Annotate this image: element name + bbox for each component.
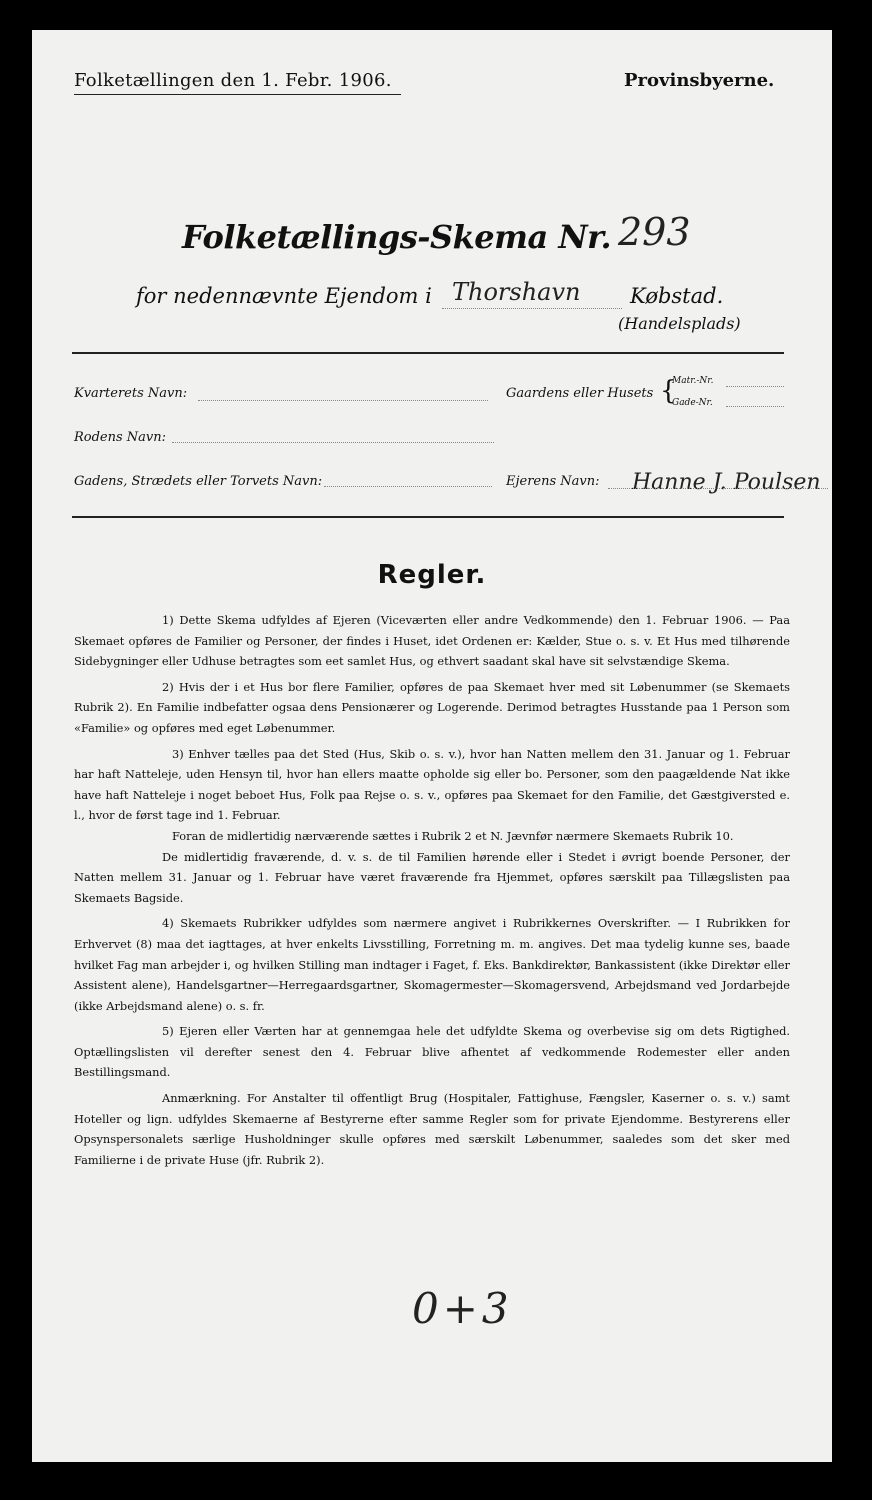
owner-name-label: Ejerens Navn: [506, 474, 600, 489]
matr-nr-label: Matr.-Nr. [672, 376, 714, 386]
town-name-line [442, 308, 622, 309]
rules-remark: Anmærkning. For Anstalter til offentligt Brug (Hospitaler, Fattighuse, Fængsler, Kaserner o. s. v.) samt Hoteller og lign. udfyldes Skemaerne af Bestyrerne efter samme Regler som for private Ejendomme. Bestyrerens eller Opsynspersonalets særlige Husholdninger skulle opføres med særskilt Løbenummer, saaledes som det sker med Familierne i de private Huse (jfr. Rubrik 2). [74, 1091, 790, 1167]
gade-nr-label: Gade-Nr. [672, 398, 713, 408]
street-name-line [324, 486, 492, 487]
rule-1: 1) Dette Skema udfyldes af Ejeren (Viceværten eller andre Vedkommende) den 1. Februar 1906. — Paa Skemaet opføres de Familier og Personer, der findes i Huset, idet Ordenen er: Kælder, Stue o. s. v. Et Hus med tilhørende Sidebygninger eller Udhuse betragtes som eet samlet Hus, og ethvert saadant skal have sit selvstændige Skema. [74, 613, 790, 669]
subtitle-prefix: for nedennævnte Ejendom i [136, 284, 432, 308]
header-underline [74, 94, 401, 95]
form-title: Folketællings-Skema Nr. [182, 218, 612, 256]
top-divider [72, 352, 784, 354]
rule-3-present: Foran de midlertidig nærværende sættes i Rubrik 2 et N. Jævnfør nærmere Skemaets Rubrik 10. [172, 828, 734, 843]
rules-heading: Regler. [377, 560, 487, 590]
region-header: Provinsbyerne. [624, 70, 775, 91]
rode-name-line [172, 442, 494, 443]
census-form-page [32, 30, 832, 1462]
town-name-handwritten: Thorshavn [452, 278, 581, 306]
gade-nr-line [726, 406, 784, 407]
handwritten-annotation: 0+3 [412, 1284, 513, 1333]
owner-name-line [608, 488, 828, 489]
brace-symbol: { [660, 376, 677, 406]
rules-text [74, 610, 790, 1175]
rule-3-absent: De midlertidig fraværende, d. v. s. de til Familien hørende eller i Stedet i øvrigt boende Personer, der Natten mellem 31. Januar og 1. Februar have været fraværende fra Hjemmet, opføres særskilt paa Tillægslisten paa Skemaets Bagside. [74, 849, 790, 905]
quarter-name-line [198, 400, 488, 401]
form-number-handwritten: 293 [618, 210, 691, 254]
rule-2: 2) Hvis der i et Hus bor flere Familier, opføres de paa Skemaet hver med sit Løbenummer (se Skemaets Rubrik 2). En Familie indbefatter ogsaa dens Pensionærer og Logerende. Derimod betragtes Husstande paa 1 Person som «Familie» og opføres med eget Løbenummer. [74, 679, 790, 735]
subtitle-alternative: (Handelsplads) [618, 314, 741, 333]
rule-5: 5) Ejeren eller Værten har at gennemgaa hele det udfyldte Skema og overbevise sig om dets Rigtighed. Optællingslisten vil derefter senest den 4. Februar blive afhentet af vedkommende Rodemester eller anden Bestillingsmand. [74, 1024, 790, 1080]
subtitle-suffix: Købstad. [630, 284, 724, 308]
street-name-label: Gadens, Strædets eller Torvets Navn: [74, 474, 323, 489]
bottom-divider [72, 516, 784, 518]
rule-4: 4) Skemaets Rubrikker udfyldes som nærmere angivet i Rubrikkernes Overskrifter. — I Rubrikken for Erhvervet (8) maa det iagttages, at hver enkelts Livsstilling, Forretning m. m. angives. Det maa tydelig kunne ses, baade hvilket Fag man arbejder i, og hvilken Stilling man indtager i Faget, f. Eks. Bankdirektør, Bankassistent (ikke Direktør eller Assistent alene), Handelsgartner—Herregaardsgartner, Skomagermester—Skomagersvend, Arbejdsmand ved Jordarbejde (ikke Arbejdsmand alene) o. s. fr. [74, 916, 790, 1013]
quarter-name-label: Kvarterets Navn: [74, 386, 188, 401]
rode-name-label: Rodens Navn: [74, 430, 167, 445]
rule-3: 3) Enhver tælles paa det Sted (Hus, Skib o. s. v.), hvor han Natten mellem den 31. Januar og 1. Februar har haft Natteleje, uden Hensyn til, hvor han ellers maatte opholde sig eller bo. Personer, som den paagældende Nat ikke have haft Natteleje i noget beboet Hus, Folk paa Rejse o. s. v., opføres paa Skemaet for den Familie, det Gæstgiversted e. l., hvor de først tage ind 1. Februar. [74, 746, 790, 823]
census-date-header: Folketællingen den 1. Febr. 1906. [74, 70, 392, 91]
owner-name-handwritten: Hanne J. Poulsen [632, 470, 821, 495]
matr-nr-line [726, 386, 784, 387]
property-label: Gaardens eller Husets [506, 386, 654, 401]
